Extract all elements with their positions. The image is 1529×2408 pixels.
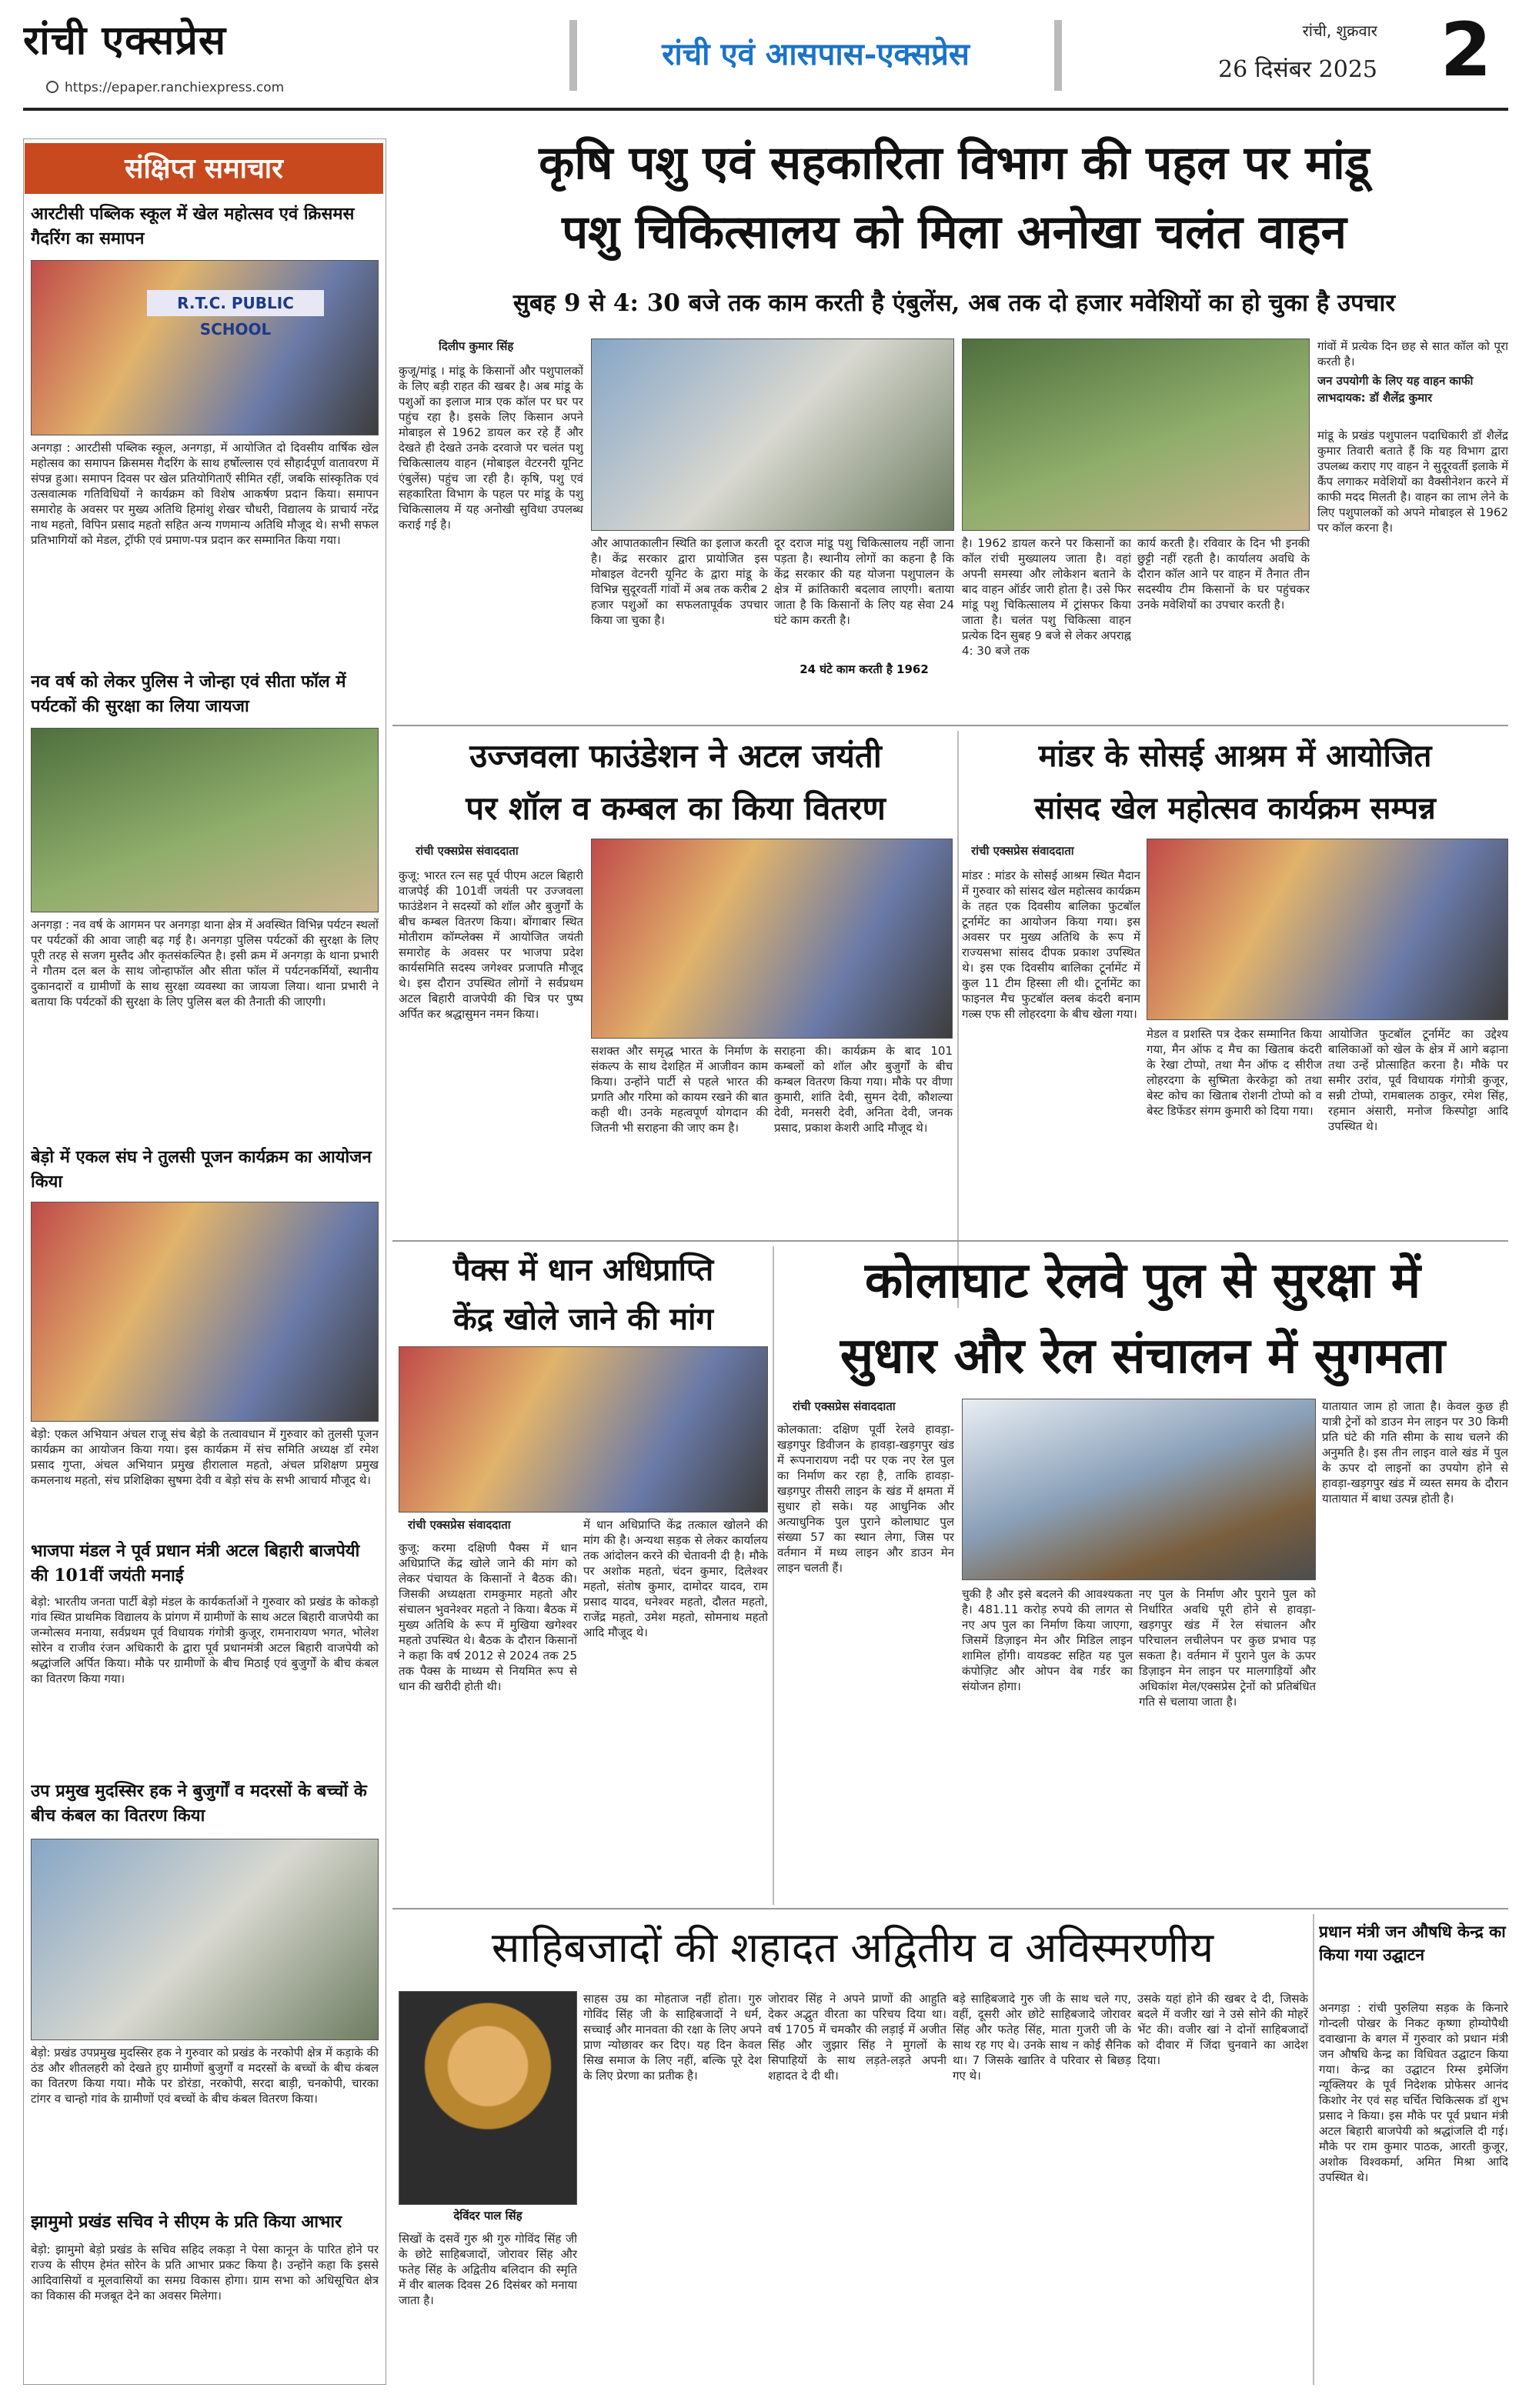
lead-photo-ambulance	[591, 339, 954, 531]
sahibzade-headline: साहिबजादों की शहादत अद्वितीय व अविस्मरणीय	[491, 1923, 1214, 1972]
lead-headline-line2: पशु चिकित्सालय को मिला अनोखा चलंत वाहन	[562, 205, 1347, 259]
lead-photo-caption: 24 घंटे काम करती है 1962	[774, 662, 954, 682]
masthead-logo: रांची एक्सप्रेस	[23, 17, 227, 64]
railway-bridge-photo	[962, 1399, 1316, 1580]
sahibzade-text-col: उसके यहां होने की खबर दे दी, जिसके बदले में वजीर खां ने उसे सोने की मोहरें भेंट की। वजीर खां ने दोनों साहिबजादों को दीवार में जिंदा चुनवाने का आदेश दिया।	[1137, 1992, 1308, 2067]
sahibzade-text-col: बड़े साहिबजादे गुरु जी के साथ चले गए, वहीं, दूसरी ओर छोटे साहिबजादे जोरावर सिंह और फतेह सिंह, माता गुजरी जी के साथ रह गए थे। उनके साथ न कोई सैनिक था। 7 जिसके खातिर वे परिवार से बिछड़ गए थे।	[953, 1992, 1131, 2083]
paddy-headline-line2: केंद्र खोले जाने की मांग	[453, 1301, 713, 1337]
railway-text-col: चुकी है और इसे बदलने की आवश्यकता है। 481.11 करोड़ रुपये की लागत से नए अप पुल का निर्माण किया जाएगा, जिसमें डिज़ाइन मेन और मिडिल लाइन शामिल होंगी। वायडक्ट सहित यह पुल कंपोज़िट और ओपन वेब गर्डर का संयोजन होगा।	[962, 1587, 1133, 1693]
mandar-headline-line1: मांडर के सोसई आश्रम में आयोजित	[1038, 738, 1432, 774]
paddy-text-col: में धान अधिप्राप्ति केंद्र तत्काल खोलने की मांग की है। अन्यथा सड़क से लेकर कार्यालय तक आंदोलन करने की चेतावनी दी है। मौके पर अशोक महतो, चंदन कुमार, दिलेश्वर महतो, संतोष कुमार, दामोदर यादव, राम प्रसाद यादव, धनेश्वर महतो, दौलत महतो, राजेंद्र महतो, उमेश महतो, सोमनाथ महतो आदि मौजूद थे।	[583, 1518, 768, 1639]
ujjwala-byline: रांची एक्सप्रेस संवाददाता	[416, 844, 519, 858]
sidebar-item-text: बेड़ो: प्रखंड उपप्रमुख मुदस्सिर हक ने गुरुवार को प्रखंड के नरकोपी क्षेत्र में कड़ाके की ठंड और शीतलहरी को देखते हुए ग्रामीणों बुजुर्गों व मदरसों के बच्चों के बीच कंबल का वितरण किया गया। मौके पर डोरंडा, नरकोपी, सरदा बाड़ी, चनकोपी, चारका टांगर व चान्हो गांव के ग्रामीणों एवं बच्चों के बीच कंबल वितरण किया।	[31, 2046, 379, 2106]
railway-headline-line1: कोलाघाट रेलवे पुल से सुरक्षा में	[864, 1252, 1421, 1309]
mandar-text-col: मेडल व प्रशस्ति पत्र देकर सम्मानित किया गया, मैन ऑफ द मैच का खिताब कंदरी के रेखा टोप्पो, तथा मैन ऑफ द सीरीज लोहरदगा के सुष्मिता केरकेट्टा को तथा बेस्ट कोच का खिताब रोशनी टोप्पो को व बेस्ट डिफेंडर संगम कुमारी को दिया गया।	[1147, 1027, 1322, 1118]
sidebar-photo-school	[31, 260, 379, 435]
railway-text-col: यातायात जाम हो जाता है। केवल कुछ ही यात्री ट्रेनों को डाउन मेन लाइन पर 30 किमी प्रति घंटे की गति सीमा के साथ चलने की अनुमति है। इस तीन लाइन वाले खंड में पुल के ऊपर दो लाइनों का उपयोग होने से हावड़ा-खड़गपुर खंड में व्यस्त समय के दौरान यातायात में बाधा उत्पन्न होती है।	[1322, 1399, 1508, 1506]
railway-text-col: नए पुल के निर्माण और पुराने पुल को निर्धारित अवधि पूरी होने से हावड़ा-खड़गपुर खंड में रेल संचालन और परिचालन लचीलेपन पर कुछ प्रभाव पड़ सकता है। वर्तमान में पुराने पुल के ऊपर डिज़ाइन मेन लाइन पर मालगाड़ियों और अधिकांश मेल/एक्सप्रेस ट्रेनों को प्रतिबंधित गति से चलाया जाता है।	[1139, 1587, 1316, 1709]
railway-headline-line2: सुधार और रेल संचालन में सुगमता	[840, 1327, 1446, 1385]
section-divider	[392, 1908, 1508, 1909]
masthead-rule	[23, 108, 1508, 111]
paddy-headline-line1: पैक्स में धान अधिप्राप्ति	[452, 1252, 714, 1288]
sidebar-item-title: उप प्रमुख मुदस्सिर हक ने बुजुर्गों व मदरसों के बच्चों के बीच कंबल का वितरण किया	[31, 1781, 367, 1826]
lead-text-col: दूर दराज मांडू पशु चिकित्सालय नहीं जाना पड़ता है। स्थानीय लोगों का कहना है कि केंद्र सरकार की यह योजना पशुपालन के क्षेत्र में क्रांतिकारी बदलाव लाएगी। बताया जाता है कि किसानों के लिए यह सेवा 24 घंटे काम करती है।	[774, 536, 954, 627]
sidebar-item-text: बेड़ो: एकल अभियान अंचल राजू संच बेड़ो के तत्वावधान में गुरुवार को तुलसी पूजन कार्यक्रम का आयोजन किया गया। इस कार्यक्रम में संच समिति अध्यक्ष डॉ रमेश प्रसाद गुप्ता, अंचल अभियान प्रमुख हीरालाल महतो, अंचल प्रशिक्षण प्रमुख कमलनाथ महतो, संच प्रशिक्षिका सुषमा देवी व बेड़ो संच के सभी आचार्य मौजूद थे।	[31, 1427, 379, 1487]
portrait-caption: देविंदर पाल सिंह	[399, 2208, 577, 2226]
jan-aushadhi-headline: प्रधान मंत्री जन औषधि केन्द्र का किया गया उद्घाटन	[1319, 1922, 1506, 1964]
lead-subhead: सुबह 9 से 4: 30 बजे तक काम करती है एंबुलेंस, अब तक दो हजार मवेशियों का हो चुका है उपचार	[512, 289, 1396, 317]
sidebar-item-text: अनगड़ा : आरटीसी पब्लिक स्कूल, अनगड़ा, में आयोजित दो दिवसीय वार्षिक खेल महोत्सव का समापन क्रिसमस गैदरिंग के साथ हर्षोल्लास एवं सौहार्दपूर्ण वातावरण में संपन्न हुआ। समापन दिवस पर खेल प्रतियोगिताएँ सीमित रहीं, जबकि सांस्कृतिक एवं उत्सवात्मक गतिविधियों ने कार्यक्रम को विशेष आकर्षण प्रदान किया। समापन समारोह के अवसर पर मुख्य अतिथि हिमांशु शेखर चौधरी, विद्यालय के प्राचार्य नरेंद्र नाथ महतो, विपिन प्रसाद महतो सहित अन्य गणमान्य अतिथि मौजूद थे। सभी सफल प्रतिभागियों को मेडल, ट्रॉफी एवं प्रमाण-पत्र प्रदान कर सम्मानित किया गया।	[31, 441, 379, 547]
globe-icon	[46, 81, 58, 93]
sidebar-item-text: अनगड़ा : नव वर्ष के आगमन पर अनगड़ा थाना क्षेत्र में अवस्थित विभिन्न पर्यटन स्थलों पर पर्यटकों की आवा जाही बढ़ गई है। अनगड़ा पुलिस पर्यटकों की सुरक्षा के लिए पूरी तरह से सजग मुस्तैद और कृतसंकल्पित है। इसी क्रम में अनगड़ा के थाना प्रभारी ने गौतम दल बल के साथ जोन्हाफॉल और सीता फॉल में पर्यटनकर्मियों, स्थानीय दुकानदारों व ग्रामीणों के साथ सुरक्षा व्यवस्था का जायजा लिया। थाना प्रभारी ने बताया कि पर्यटकों की सुरक्षा के लिए पुलिस बल की तैनाती की जाएगी।	[31, 918, 379, 1009]
lead-text-col: कार्य करती है। रविवार के दिन भी इनकी छुट्टी नहीं रहती है। कार्यालय अवधि के दौरान कॉल आने पर वाहन में तैनात तीन सदस्यीय टीम किसानों के घर पहुंचकर उनके मवेशियों का उपचार करती है।	[1137, 536, 1310, 612]
sidebar-item-title: भाजपा मंडल ने पूर्व प्रधान मंत्री अटल बिहारी बाजपेयी की 101वीं जयंती मनाई	[31, 1541, 360, 1586]
mandar-photo	[1147, 839, 1508, 1020]
sidebar-heading: संक्षिप्त समाचार	[25, 143, 383, 194]
paddy-byline: रांची एक्सप्रेस संवाददाता	[408, 1518, 511, 1532]
column-rule	[957, 731, 959, 1308]
ujjwala-headline-line2: पर शॉल व कम्बल का किया वितरण	[466, 789, 886, 827]
sahibzade-text-col: सिखों के दसवें गुरु श्री गुरु गोविंद सिंह जी के छोटे साहिबजादों, जोरावर सिंह और फतेह सिंह के अद्वितीय बलिदान की स्मृति में वीर बालक दिवस 26 दिसंबर को मनाया जाता है।	[399, 2232, 577, 2307]
section-divider	[392, 725, 1508, 726]
sidebar-photo-tulsi-pujan	[31, 1202, 379, 1422]
mandar-text-col: मांडर : मांडर के सोसई आश्रम स्थित मैदान में गुरुवार को सांसद खेल महोत्सव कार्यक्रम के तहत एक दिवसीय बालिका फुटबॉल टूर्नामेंट का आयोजन किया गया। इस अवसर पर मुख्य अतिथि के रूप में राज्यसभा सांसद दीपक प्रकाश उपस्थित थे। इस एक दिवसीय बालिका टूर्नामेंट में कुल 11 टीम हिस्सा ली थी। टूर्नामेंट का फाइनल मैच फुटबॉल क्लब कंदरी बनाम गल्र्स एफ सी लोहरदगा के बीच खेला गया।	[962, 869, 1140, 1021]
column-rule	[773, 1246, 774, 1905]
url-text: https://epaper.ranchiexpress.com	[65, 80, 285, 95]
lead-headline-line1: कृषि पशु एवं सहकारिता विभाग की पहल पर मांडू	[539, 136, 1370, 190]
jan-aushadhi-text: अनगड़ा : रांची पुरुलिया सड़क के किनारे गोन्दली पोखर के निकट कृष्णा होम्योपैथी दवाखाना के बगल में गुरुवार को प्रधान मंत्री जन औषधि केन्द्र का विधिवत उद्घाटन किया गया। केन्द्र का उद्घाटन रिम्स इमेजिंग न्यूक्लियर के पूर्व निदेशक प्रोफेसर आनंद किशोर नेर एवं सह चर्चित चिकित्सक डॉ शुभ प्रसाद ने किया। इस मौके पर पूर्व प्रधान मंत्री अटल बिहारी बाजपेयी को श्रद्धांजलि दी गई। मौके पर राम कुमार पाठक, आरती कुजूर, अशोक विश्वकर्मा, अमित मिश्रा आदि उपस्थित थे।	[1319, 2001, 1508, 2184]
mandar-text-col: आयोजित फुटबॉल टूर्नामेंट का उद्देश्य बालिकाओं को खेल के क्षेत्र में आगे बढ़ाना तथा उन्हें प्रोत्साहित करना है। मौके पर समीर उरांव, पूर्व विधायक गंगोत्री कुजूर, सन्नी टोप्पो, रामबालक ठाकुर, रमेश सिंह, रहमान अंसारी, मनोज किस्पोट्टा आदि उपस्थित थे।	[1328, 1027, 1508, 1133]
ujjwala-headline-line1: उज्जवला फाउंडेशन ने अटल जयंती	[469, 737, 882, 775]
ujjwala-text-col: सराहना की। कार्यक्रम के बाद 101 कम्बलों को शॉल और बुजुर्गों के बीच कम्बल वितरण किया गया। मौके पर वीणा कुमारी, शांति देवी, सुमन देवी, कौशल्या देवी, मनसरी देवी, अनिता देवी, जनक प्रसाद, प्रकाश केशरी आदि मौजूद थे।	[774, 1044, 953, 1135]
sahibzade-text-col: जोरावर सिंह ने अपने प्राणों की आहुति देकर अद्भुत वीरता का परिचय दिया था। वर्ष 1705 में चमकौर की लड़ाई में अजीत सिंह और जुझार सिंह ने मुगलों के सिपाहियों के साथ लड़ते-लड़ते अपनी शहादत दे दी थी।	[768, 1992, 946, 2083]
lead-sidebox-text: गांवों में प्रत्येक दिन छह से सात कॉल को पूरा करती है।	[1317, 339, 1508, 369]
school-banner-text: R.T.C. PUBLIC SCHOOL	[147, 290, 324, 316]
section-banner: रांची एवं आसपास-एक्सप्रेस	[569, 20, 1062, 91]
sidebar-item-text: बेड़ो: झामुमो बेड़ो प्रखंड के सचिव सहिद लकड़ा ने पेसा कानून के पारित होने पर राज्य के सीएम हेमंत सोरेन के प्रति आभार प्रकट किया है। उन्होंने कहा कि इससे आदिवासियों व मूलवासियों का समग्र विकास होगा। ग्राम सभा को अधिसूचित क्षेत्र का विकास की मजबूत देने का अवसर मिलेगा।	[31, 2243, 379, 2303]
paddy-text-col: कुजू: करमा दक्षिणी पैक्स में धान अधिप्राप्ति केंद्र खोले जाने की मांग को लेकर पंचायत के किसानों ने बैठक की। जिसकी अध्यक्षता रामकुमार महतो और संचालन भुवनेश्वर महतो ने किया। बैठक में मुख्य अतिथि के रूप में मुखिया खगेश्वर महतो उपस्थित थे। बैठक के दौरान किसानों ने कहा कि वर्ष 2012 से 2024 तक 25 तक पैक्स के माध्यम से नियमित रूप से धान की खरीदी होती थी।	[399, 1541, 577, 1693]
portrait-photo	[399, 1991, 577, 2205]
mandar-byline: रांची एक्सप्रेस संवाददाता	[971, 844, 1074, 858]
railway-byline: रांची एक्सप्रेस संवाददाता	[793, 1399, 896, 1413]
ujjwala-photo	[591, 839, 953, 1039]
railway-text-col: कोलकाता: दक्षिण पूर्वी रेलवे हावड़ा-खड़गपुर डिवीजन के हावड़ा-खड़गपुर खंड में रूपनारायण नदी पर एक नए रेल पुल का निर्माण कर रहा है, ताकि हावड़ा-खड़गपुर तीसरी लाइन के खंड में क्षमता में सुधार हो सके। यह आधुनिक और अत्याधुनिक पुल पुराने कोलाघाट पुल संख्या 57 का स्थान लेगा, जिस पर वर्तमान में मध्य लाइन और डाउन मेन लाइन चलती हैं।	[777, 1422, 954, 1575]
sidebar-item-title: नव वर्ष को लेकर पुलिस ने जोन्हा एवं सीता फॉल में पर्यटकों की सुरक्षा का लिया जायजा	[31, 672, 346, 716]
sahibzade-text-col: साहस उम्र का मोहताज नहीं होता। गुरु गोविंद सिंह जी के साहिबजादों ने धर्म, सच्चाई और मानवता की रक्षा के लिए अपने प्राण न्योछावर कर दिए। यह दिन केवल सिख समाज के लिए नहीं, बल्कि पूरे देश के लिए प्रेरणा का प्रतीक है।	[583, 1992, 762, 2083]
sidebar-item-title: बेड़ो में एकल संघ ने तुलसी पूजन कार्यक्रम का आयोजन किया	[31, 1147, 372, 1192]
sidebar-photo-waterfall	[31, 728, 379, 912]
section-divider	[392, 1240, 1508, 1242]
ujjwala-text-col: कुजू: भारत रत्न सह पूर्व पीएम अटल बिहारी वाजपेई की 101वीं जयंती पर उज्जवला फाउंडेशन ने सदस्यों को शॉल और बुजुर्गों के बीच कम्बल वितरण किया। बोंगाबार स्थित मोतीराम कॉम्प्लेक्स में आयोजित जयंती समारोह के अवसर पर भाजपा प्रदेश कार्यसमिति सदस्य जगेश्वर प्रजापति मौजूद थे। इस दौरान उपस्थित लोगों ने सर्वप्रथम अटल बिहारी वाजपेयी की चित्र पर पुष्प अर्पित कर श्रद्धासुमन नमन किया।	[399, 869, 583, 1021]
lead-text-col: है। 1962 डायल करने पर किसानों का कॉल रांची मुख्यालय जाता है। वहां अपनी समस्या और लोकेशन बताने के बाद वाहन ऑर्डर जारी होता है। उसे फिर मांडू पशु चिकित्सालय में ट्रांसफर किया जाता है। चलंत पशु चिकित्सा वाहन प्रत्येक दिन सुबह 9 बजे से लेकर अपराह्न 4: 30 बजे तक	[962, 536, 1131, 658]
lead-text-col: कुजू/मांडू । मांडू के किसानों और पशुपालकों के लिए बड़ी राहत की खबर है। अब मांडू के पशुओं का इलाज मात्र एक कॉल पर घर पर पहुंच रहा है। इसके लिए किसान अपने मोबाइल से 1962 डायल कर रहे हैं और देखते ही देखते उनके दरवाजे पर चलंत पशु चिकित्सालय वाहन (मोबाइल वेटरनरी यूनिट एंबुलेंस) पहुंच जा रही है। कृषि, पशु एवं सहकारिता विभाग के पहल पर मांडू के पशु चिकित्सालय में यह अनोखी सुविधा उपलब्ध कराई गई है।	[399, 364, 583, 532]
sidebar-item-title: आरटीसी पब्लिक स्कूल में खेल महोत्सव एवं क्रिसमस गैदरिंग का समापन	[31, 204, 355, 248]
lead-sidebox-body: मांडू के प्रखंड पशुपालन पदाधिकारी डॉ शैलेंद्र कुमार तिवारी बताते हैं कि यह विभाग द्वारा उपलब्ध कराए गए वाहन ने सुदूरवर्ती इलाके में कैंप लगाकर मवेशियों का वैक्सीनेशन करने में काफी मदद मिलती है। वाहन का लाभ लेने के लिए पशुपालकों को अपने मोबाइल से 1962 पर कॉल करना है।	[1317, 429, 1508, 535]
sidebar-photo-madrasa	[31, 1839, 379, 2040]
lead-byline: दिलीप कुमार सिंह	[439, 339, 514, 353]
column-rule	[1313, 1914, 1314, 2385]
lead-sidebox-head: जन उपयोगी के लिए यह वाहन काफी लाभदायक: डॉ शैलेंद्र कुमार	[1317, 374, 1474, 405]
sidebar-item-text: बेड़ो: भारतीय जनता पार्टी बेड़ो मंडल के कार्यकर्ताओं ने गुरुवार को प्रखंड के कोकड़ो गांव स्थित प्राथमिक विद्यालय के प्रांगण में ग्रामीणों के साथ अटल बिहारी वाजपेयी का जन्मोत्सव मनाया, सर्वप्रथम पूर्व विधायक गंगोत्री कुजूर, रामनारायण भगत, भोलेश सोरेन व राजीव रंजन अधिकारी के द्वारा पूर्व प्रधानमंत्री अटल बिहारी वाजपेयी को श्रद्धांजलि अर्पित किया। मौके पर ग्रामीणों के बीच मिठाई एवं बुजुर्गों के बीच कंबल का वितरण किया गया।	[31, 1595, 379, 1686]
epaper-url[interactable]	[46, 80, 369, 102]
page-number: 2	[1440, 8, 1492, 92]
place-day: रांची, शुक्रवार	[1302, 22, 1377, 40]
paddy-photo	[399, 1346, 768, 1513]
lead-photo-buffalo	[962, 339, 1310, 531]
lead-text-col: और आपातकालीन स्थिति का इलाज करती है। केंद्र सरकार द्वारा प्रायोजित इस मोबाइल वेटनरी यूनिट के द्वारा मांडू के विभिन्न सुदूरवर्ती गांवों में अब तक करीब 2 हजार पशुओं का सफलतापूर्वक उपचार किया जा चुका है।	[591, 536, 768, 627]
sidebar-item-title: झामुमो प्रखंड सचिव ने सीएम के प्रति किया आभार	[31, 2212, 342, 2232]
issue-date: 26 दिसंबर 2025	[1218, 56, 1377, 83]
ujjwala-text-col: सशक्त और समृद्ध भारत के निर्माण के संकल्प के साथ देशहित में आजीवन काम किया। उन्होंने पार्टी से पहले भारत की प्रगति और गरिमा को कायम रखने की बात कही थी। उनके महत्वपूर्ण योगदान की जितनी भी सराहना की जाए कम है।	[591, 1044, 768, 1135]
mandar-headline-line2: सांसद खेल महोत्सव कार्यक्रम सम्पन्न	[1034, 790, 1436, 826]
